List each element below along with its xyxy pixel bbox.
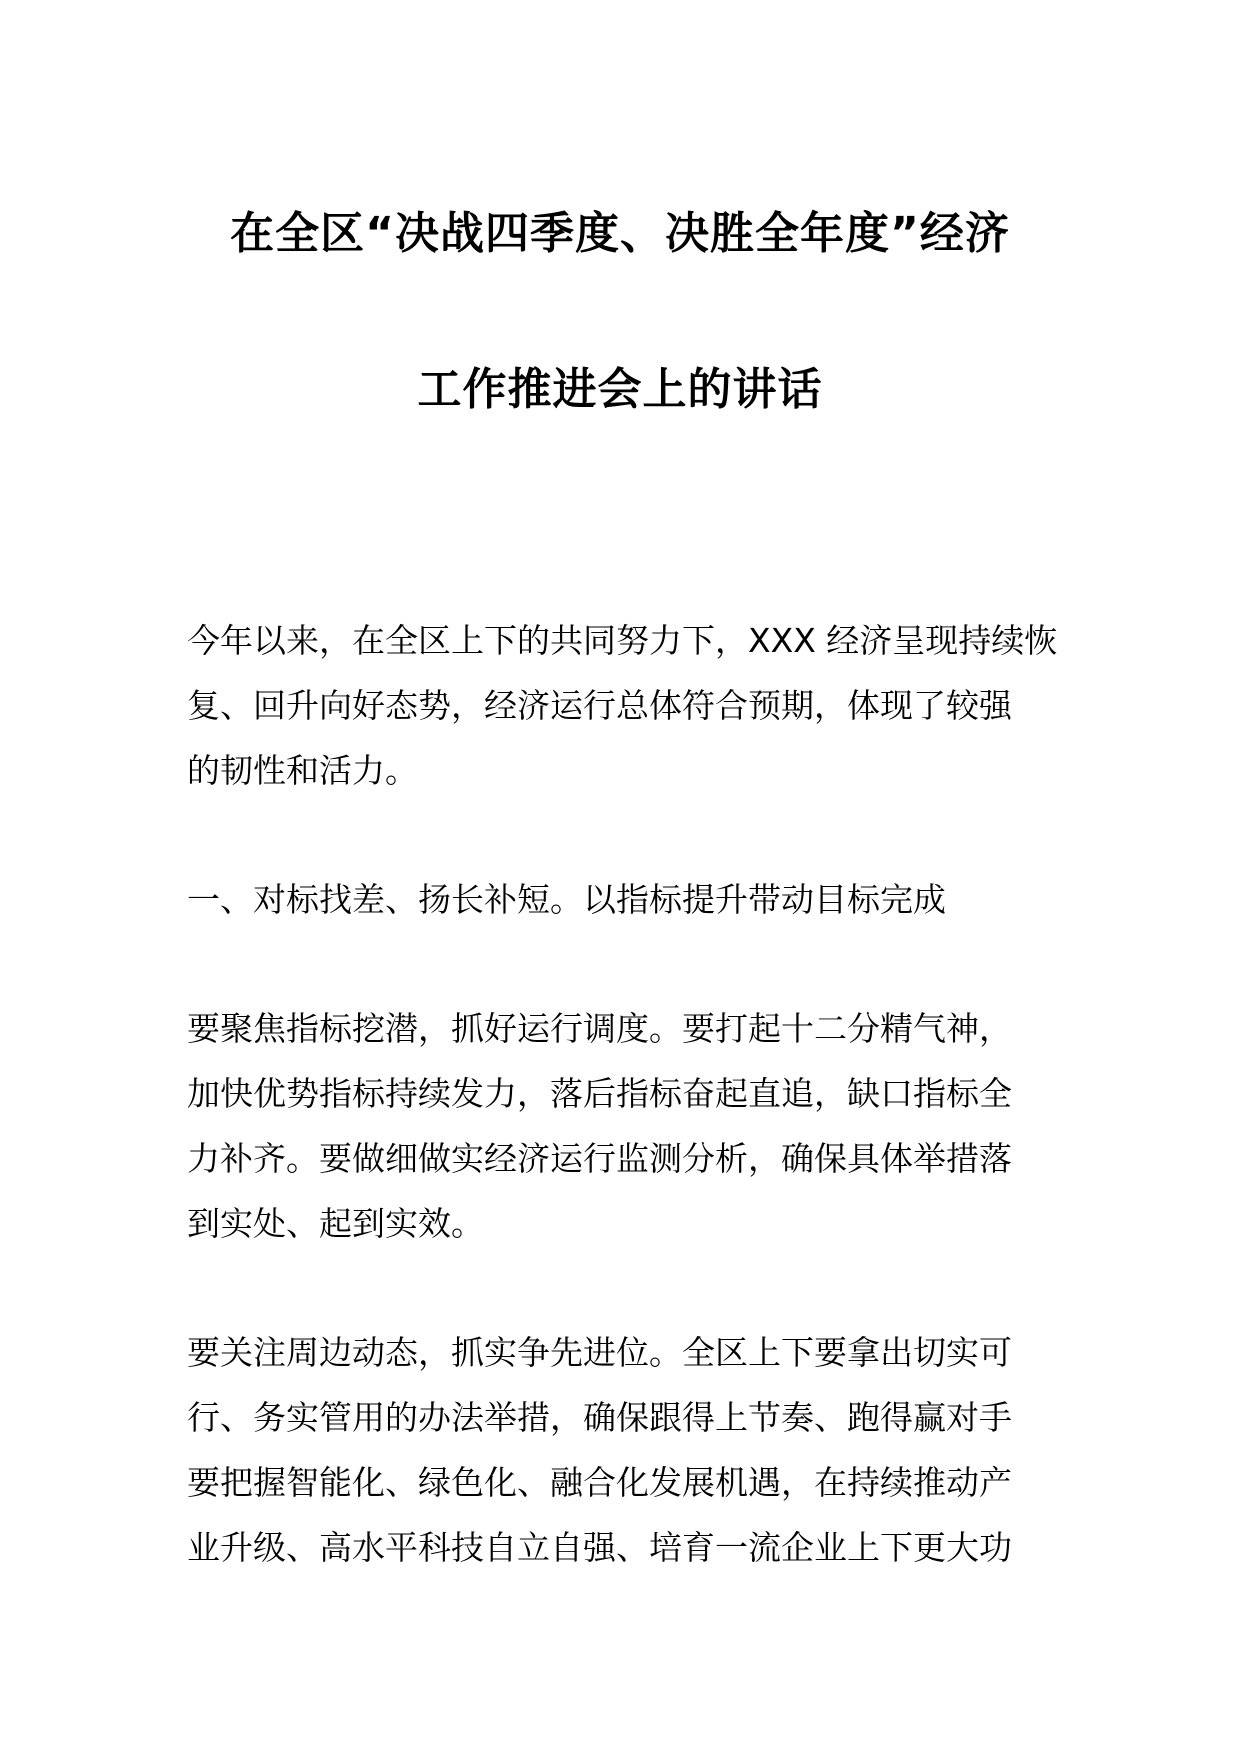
paragraph-line: 力补齐。要做细做实经济运行监测分析，确保具体举措落 bbox=[187, 1139, 1012, 1178]
paragraph-line: 业升级、高水平科技自立自强、培育一流企业上下更大功 bbox=[187, 1528, 1012, 1567]
paragraph-line: 要聚焦指标挖潜，抓好运行调度。要打起十二分精气神， bbox=[187, 1009, 1012, 1048]
paragraph-line: 的韧性和活力。 bbox=[187, 751, 418, 790]
paragraph-line: 要关注周边动态，抓实争先进位。全区上下要拿出切实可 bbox=[187, 1333, 1012, 1372]
intro-paragraph bbox=[187, 608, 1057, 803]
paragraph-line: 要把握智能化、绿色化、融合化发展机遇，在持续推动产 bbox=[187, 1463, 1012, 1502]
paragraph-line: 加快优势指标持续发力，落后指标奋起直追，缺口指标全 bbox=[187, 1074, 1012, 1113]
document-title-line-1: 在全区“决战四季度、决胜全年度”经济 bbox=[230, 208, 1010, 259]
paragraph-2 bbox=[187, 996, 1057, 1256]
paragraph-line: 到实处、起到实效。 bbox=[187, 1204, 484, 1243]
paragraph-line: 复、回升向好态势，经济运行总体符合预期，体现了较强 bbox=[187, 686, 1012, 725]
paragraph-3 bbox=[187, 1320, 1057, 1580]
paragraph-line: 今年以来，在全区上下的共同努力下，XXX 经济呈现持续恢 bbox=[187, 621, 1058, 660]
document-title-line-2: 工作推进会上的讲话 bbox=[417, 364, 823, 415]
paragraph-line: 行、务实管用的办法举措，确保跟得上节奏、跑得赢对手 bbox=[187, 1398, 1012, 1437]
section-heading bbox=[187, 867, 1057, 932]
section-heading-text: 一、对标找差、扬长补短。以指标提升带动目标完成 bbox=[187, 880, 946, 919]
